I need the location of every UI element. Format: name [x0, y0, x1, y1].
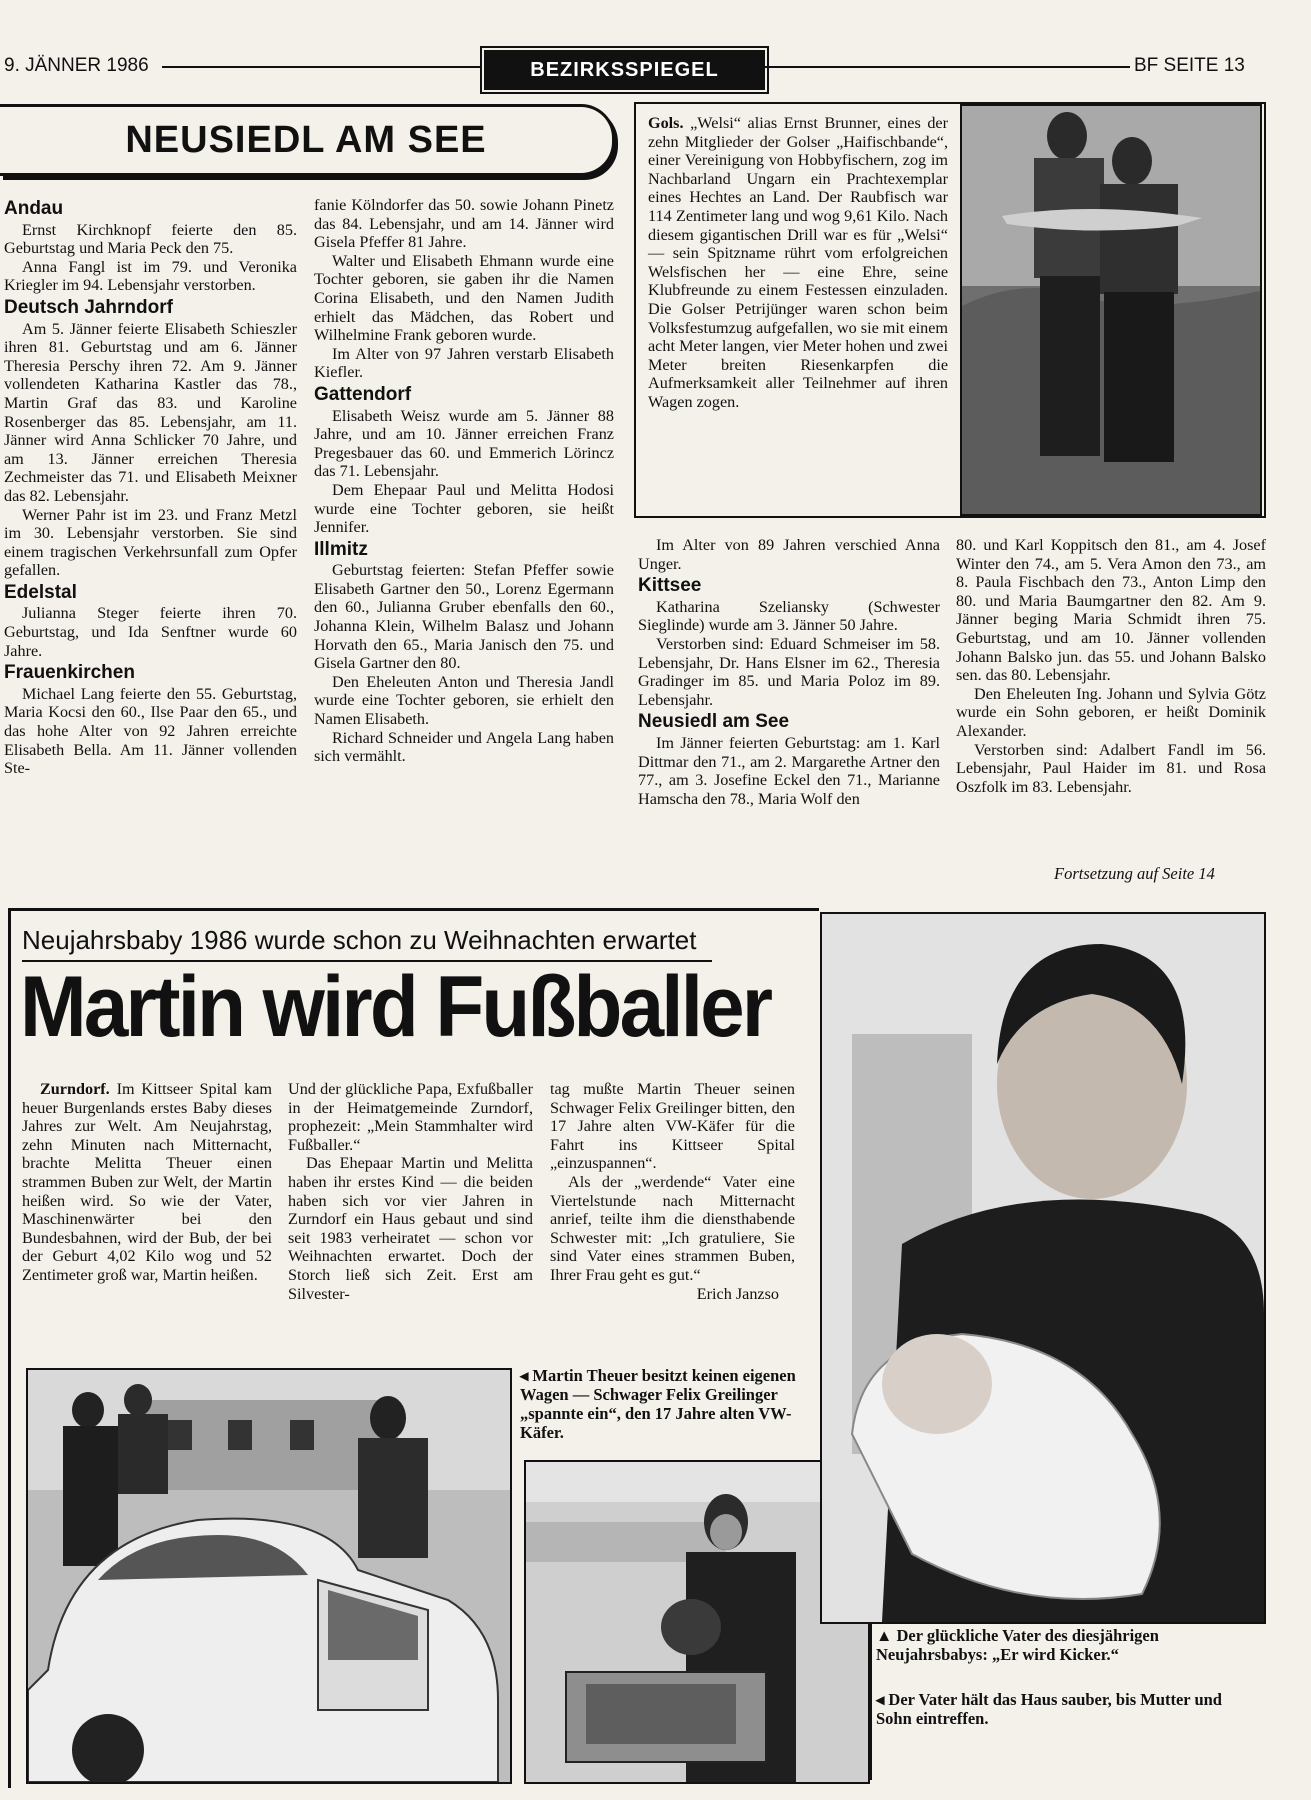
text-kittsee-1: Katharina Szeliansky (Schwester Sieglinde) wurde am 3. Jänner 50 Jahre. — [638, 597, 940, 635]
gols-text — [648, 114, 948, 412]
heading-kittsee: Kittsee — [638, 575, 702, 597]
story-headline: Martin wird Fußballer — [20, 959, 771, 1055]
continued-note: Fortsetzung auf Seite 14 — [1054, 864, 1215, 883]
text-deaths: Verstorben sind: Adalbert Fandl im 56. Lebensjahr, Paul Haider im 81. und Rosa Oszfolk im 83. Lebensjahr. — [956, 740, 1266, 796]
text-neusiedl-1: Im Jänner feierten Geburtstag: am 1. Karl Dittmar den 71., am 2. Margarethe Artner den 77., am 3. Josefine Eckel den 71., Marianne Hamscha den 78., Maria Wolf den — [638, 733, 940, 808]
text-goetz: Den Eheleuten Ing. Johann und Sylvia Götz wurde ein Sohn geboren, er heißt Dominik Alexander. — [956, 684, 1266, 740]
text-frauenkirchen-cont: fanie Kölndorfer das 50. sowie Johann Pinetz das 84. Lebensjahr, und am 14. Jänner wird Gisela Pfeffer 81 Jahre. — [314, 196, 614, 252]
column-1 — [4, 196, 297, 778]
section-banner: BEZIRKSSPIEGEL — [484, 50, 765, 90]
story-text-2b: Das Ehepaar Martin und Melitta haben ihr erstes Kind — die beiden haben sich vor vier Jahren in Zurndorf ein Haus gebaut und sind seit 1983 verheiratet — schon vor Weihnachten erwartet. Doch der Storch ließ sich Zeit. Erst am Silvester- — [288, 1154, 533, 1303]
text-unger: Im Alter von 89 Jahren verschied Anna Unger. — [638, 536, 940, 573]
caption-divider — [870, 1622, 872, 1780]
heading-gattendorf: Gattendorf — [314, 383, 412, 405]
gols-body: „Welsi“ alias Ernst Brunner, eines der zehn Mitglieder der Golser „Haifischbande“, einer Vereinigung von Hobbyfischern, zog im Nachbarland Ungarn ein Prachtexemplar eines Hechtes an Land. Der Raubfisch war 114 Zentimeter lang und wog 9,61 Kilo. Nach diesem gigantischen Drill war es für „Welsi“ — sein Spitzname rührt vom erfolgreichen Welsfischen her — eine Ehre, seine Klubfreunde zu einem Festessen einzuladen. Die Golser Petrijünger waren schon beim Volksfestumzug aufgefallen, wo sie mit einem acht Meter langen, vier Meter hohen und zwei Meter breiten Riesenkarpfen die Aufmerksamkeit aller Teilnehmer auf ihren Wagen zogen. — [648, 114, 948, 411]
text-andau-1: Ernst Kirchknopf feierte den 85. Geburtstag und Maria Peck den 75. — [4, 220, 297, 258]
story-byline: Erich Janzso — [696, 1284, 779, 1303]
photo-vw-car — [26, 1368, 512, 1784]
caption-father: ▲ Der glückliche Vater des diesjährigen Neujahrsbabys: „Er wird Kicker.“ — [876, 1626, 1159, 1664]
story-text-1: Im Kittseer Spital kam heuer Burgenlands erstes Baby dieses Jahres zur Welt. Am Neujahrstag, zehn Minuten nach Mitternacht, brachte Melitta Theuer einen strammen Buben zur Welt, der Martin heißen wird. So wie der Vater, Maschinenwärter bei den Bundesbahnen, wird der Bub, der bei der Geburt 4,02 Kilo wog und 52 Zentimeter groß war, Martin heißen. — [22, 1080, 272, 1284]
story-kicker: Neujahrsbaby 1986 wurde schon zu Weihnachten erwartet — [22, 925, 697, 955]
text-andau-2: Anna Fangl ist im 79. und Veronika Kriegler im 94. Lebensjahr verstorben. — [4, 257, 297, 295]
text-gattendorf-2: Dem Ehepaar Paul und Melitta Hodosi wurde eine Tochter geboren, sie heißt Jennifer. — [314, 480, 614, 537]
text-neusiedl-cont: 80. und Karl Koppitsch den 81., am 4. Josef Winter den 74., am 5. Vera Amon den 73., am 8. Paula Fischbach den 73., Anton Limp den 80. und Maria Baumgartner den 82. Am 9. Jänner beging Maria Schmidt ihren 75. Geburtstag, und am 10. Jänner vollenden Johann Balsko jun. das 55. und Johann Balsko sen. das 80. Lebensjahr. — [956, 536, 1266, 685]
column-3 — [638, 536, 940, 808]
story-text-3a: tag mußte Martin Theuer seinen Schwager Felix Greilinger bitten, den 17 Jahre alten VW-Käfer für die Fahrt ins Kittseer Spital „einzuspannen“. — [550, 1080, 795, 1173]
text-deutsch-1: Am 5. Jänner feierte Elisabeth Schieszler ihren 81. Geburtstag und am 6. Jänner Theresia Perschy ihren 72. Am 9. Jänner vollendeten Katharina Kastler das 78., Martin Graf das 83. und Karoline Rosenberger das 85. Lebensjahr, am 11. Jänner wird Anna Schlicker 70 Jahre, und am 13. Jänner erreichen Theresia Zechmeister das 71. und Elisabeth Meixner das 82. Lebensjahr. — [4, 319, 297, 505]
district-title-box — [0, 104, 615, 176]
caption-car: ◂ Martin Theuer besitzt keinen eigenen Wagen — Schwager Felix Greilinger „spannte ein“, den 17 Jahre alten VW-Käfer. — [520, 1366, 796, 1442]
page-number: BF SEITE 13 — [1134, 55, 1245, 76]
caption-kitchen: ◂ Der Vater hält das Haus sauber, bis Mutter und Sohn eintreffen. — [876, 1690, 1222, 1728]
text-illmitz-2: Den Eheleuten Anton und Theresia Jandl wurde eine Tochter geboren, sie erhielt den Namen Elisabeth. — [314, 672, 614, 729]
text-kittsee-2: Verstorben sind: Eduard Schmeiser im 58. Lebensjahr, Dr. Hans Elsner im 62., Theresia Gradinger im 85. und Maria Poloz im 89. Lebensjahr. — [638, 634, 940, 709]
text-edelstal: Julianna Steger feierte ihren 70. Geburtstag, und Ida Senftner wurde 60 Jahre. — [4, 604, 297, 660]
text-deutsch-2: Werner Pahr ist im 23. und Franz Metzl im 30. Lebensjahr verstorben. Sie sind einem tragischen Verkehrsunfall zum Opfer gefallen. — [4, 505, 297, 580]
heading-deutsch-jahrndorf: Deutsch Jahrndorf — [4, 296, 173, 318]
story-column-3 — [550, 1080, 795, 1303]
heading-frauenkirchen: Frauenkirchen — [4, 662, 135, 684]
story-text-3b: Als der „werdende“ Vater eine Viertelstunde nach Mitternacht anrief, teilte ihm die diensthabende Schwester mit: „Ich gratuliere, Sie sind Vater eines strammen Buben, Ihrer Frau geht es gut.“ — [550, 1172, 795, 1284]
heading-neusiedl: Neusiedl am See — [638, 711, 790, 733]
text-gattendorf-1: Elisabeth Weisz wurde am 5. Jänner 88 Jahre, und am 10. Jänner erreichen Franz Pregesbauer das 60. und Emmerich Lörincz das 71. Lebensjahr. — [314, 406, 614, 481]
issue-date: 9. JÄNNER 1986 — [4, 55, 149, 76]
photo-father-baby — [820, 912, 1266, 1624]
header-rule-right — [764, 66, 1130, 68]
text-illmitz-1: Geburtstag feierten: Stefan Pfeffer sowie Elisabeth Gartner den 50., Lorenz Egermann den 60., Julianna Gruber ebenfalls den 60., Johanna Klein, Wilhelm Balasz und Johann Horvath den 65., Maria Janisch den 75. und Gisela Gartner den 80. — [314, 561, 614, 673]
story-dateline: Zurndorf. — [40, 1080, 110, 1098]
photo-kitchen — [524, 1460, 870, 1784]
heading-edelstal: Edelstal — [4, 581, 77, 603]
text-frauenkirchen: Michael Lang feierte den 55. Geburtstag, Maria Kocsi den 60., Ilse Paar den 65., und das hohe Alter von 92 Jahren erreichte Elisabeth Bella. Am 11. Jänner vollenden Ste- — [4, 684, 297, 778]
story-column-1 — [22, 1080, 272, 1285]
header-rule-left — [162, 66, 480, 68]
gols-lead: Gols. — [648, 114, 684, 132]
story-column-2 — [288, 1080, 533, 1303]
column-2 — [314, 196, 614, 766]
story-text-2a: Und der glückliche Papa, Exfußballer in der Heimatgemeinde Zurndorf, prophezeit: „Mein Stammhalter wird Fußballer.“ — [288, 1080, 533, 1154]
heading-andau: Andau — [4, 198, 64, 219]
heading-illmitz: Illmitz — [314, 538, 368, 560]
text-illmitz-3: Richard Schneider und Angela Lang haben sich vermählt. — [314, 728, 614, 766]
column-4 — [956, 536, 1266, 796]
district-title: NEUSIEDL AM SEE — [125, 119, 487, 161]
text-ehmann: Walter und Elisabeth Ehmann wurde eine Tochter geboren, sie gaben ihr die Namen Corina Elisabeth, und den Namen Judith erhielt das Mädchen, das Robert und Wilhelmine Frank geboren wurde. — [314, 251, 614, 345]
text-kiefler: Im Alter von 97 Jahren verstarb Elisabeth Kiefler. — [314, 344, 614, 382]
photo-fishermen — [960, 104, 1262, 516]
